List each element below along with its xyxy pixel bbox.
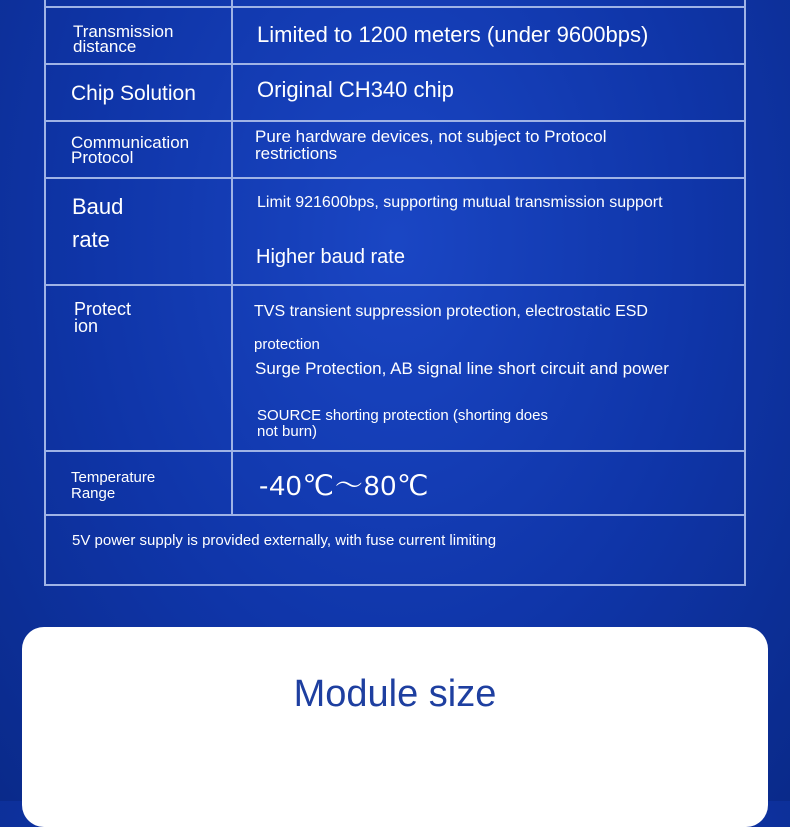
- transmission-distance-label: Transmission distance: [73, 22, 174, 56]
- temperature-range-label-line1: Temperature: [71, 469, 156, 486]
- chip-solution-value: Original CH340 chip: [257, 77, 454, 102]
- protection-value-line2: protection: [254, 336, 320, 353]
- baud-rate-label-line1: Baud: [72, 194, 124, 219]
- chip-solution-label: Chip Solution: [71, 82, 196, 105]
- row-divider: [46, 450, 744, 452]
- row-divider: [46, 514, 744, 516]
- baud-rate-value-line1: Limit 921600bps, supporting mutual transmission support: [257, 194, 663, 211]
- protection-value-line1: TVS transient suppression protection, electrostatic ESD: [254, 303, 648, 320]
- power-supply-note: 5V power supply is provided externally, with fuse current limiting: [72, 532, 497, 549]
- module-size-card: [22, 627, 768, 827]
- communication-protocol-value: Pure hardware devices, not subject to Protocol restrictions: [255, 127, 607, 163]
- row-divider: [46, 6, 744, 8]
- protection-label-line1: Protect: [74, 299, 132, 319]
- section-title: Module size: [293, 673, 497, 715]
- protection-value-line4: SOURCE shorting protection (shorting does: [257, 407, 548, 424]
- row-divider: [46, 63, 744, 65]
- row-divider: [46, 120, 744, 122]
- protection-value-line3: Surge Protection, AB signal line short circuit and power: [255, 359, 669, 378]
- row-divider: [46, 177, 744, 179]
- transmission-distance-value: Limited to 1200 meters (under 9600bps): [257, 22, 649, 47]
- row-divider: [46, 284, 744, 286]
- protection-label-line2: ion: [74, 316, 99, 336]
- communication-protocol-label: Communication Protocol: [71, 133, 190, 167]
- temperature-range-value: -40℃～80℃: [259, 470, 430, 501]
- column-divider: [231, 0, 233, 516]
- protection-value-line5: not burn): [257, 423, 318, 440]
- temperature-range-label-line2: Range: [71, 485, 116, 502]
- baud-rate-value-line2: Higher baud rate: [256, 246, 405, 268]
- baud-rate-label-line2: rate: [72, 227, 110, 252]
- spec-table: [44, 0, 746, 586]
